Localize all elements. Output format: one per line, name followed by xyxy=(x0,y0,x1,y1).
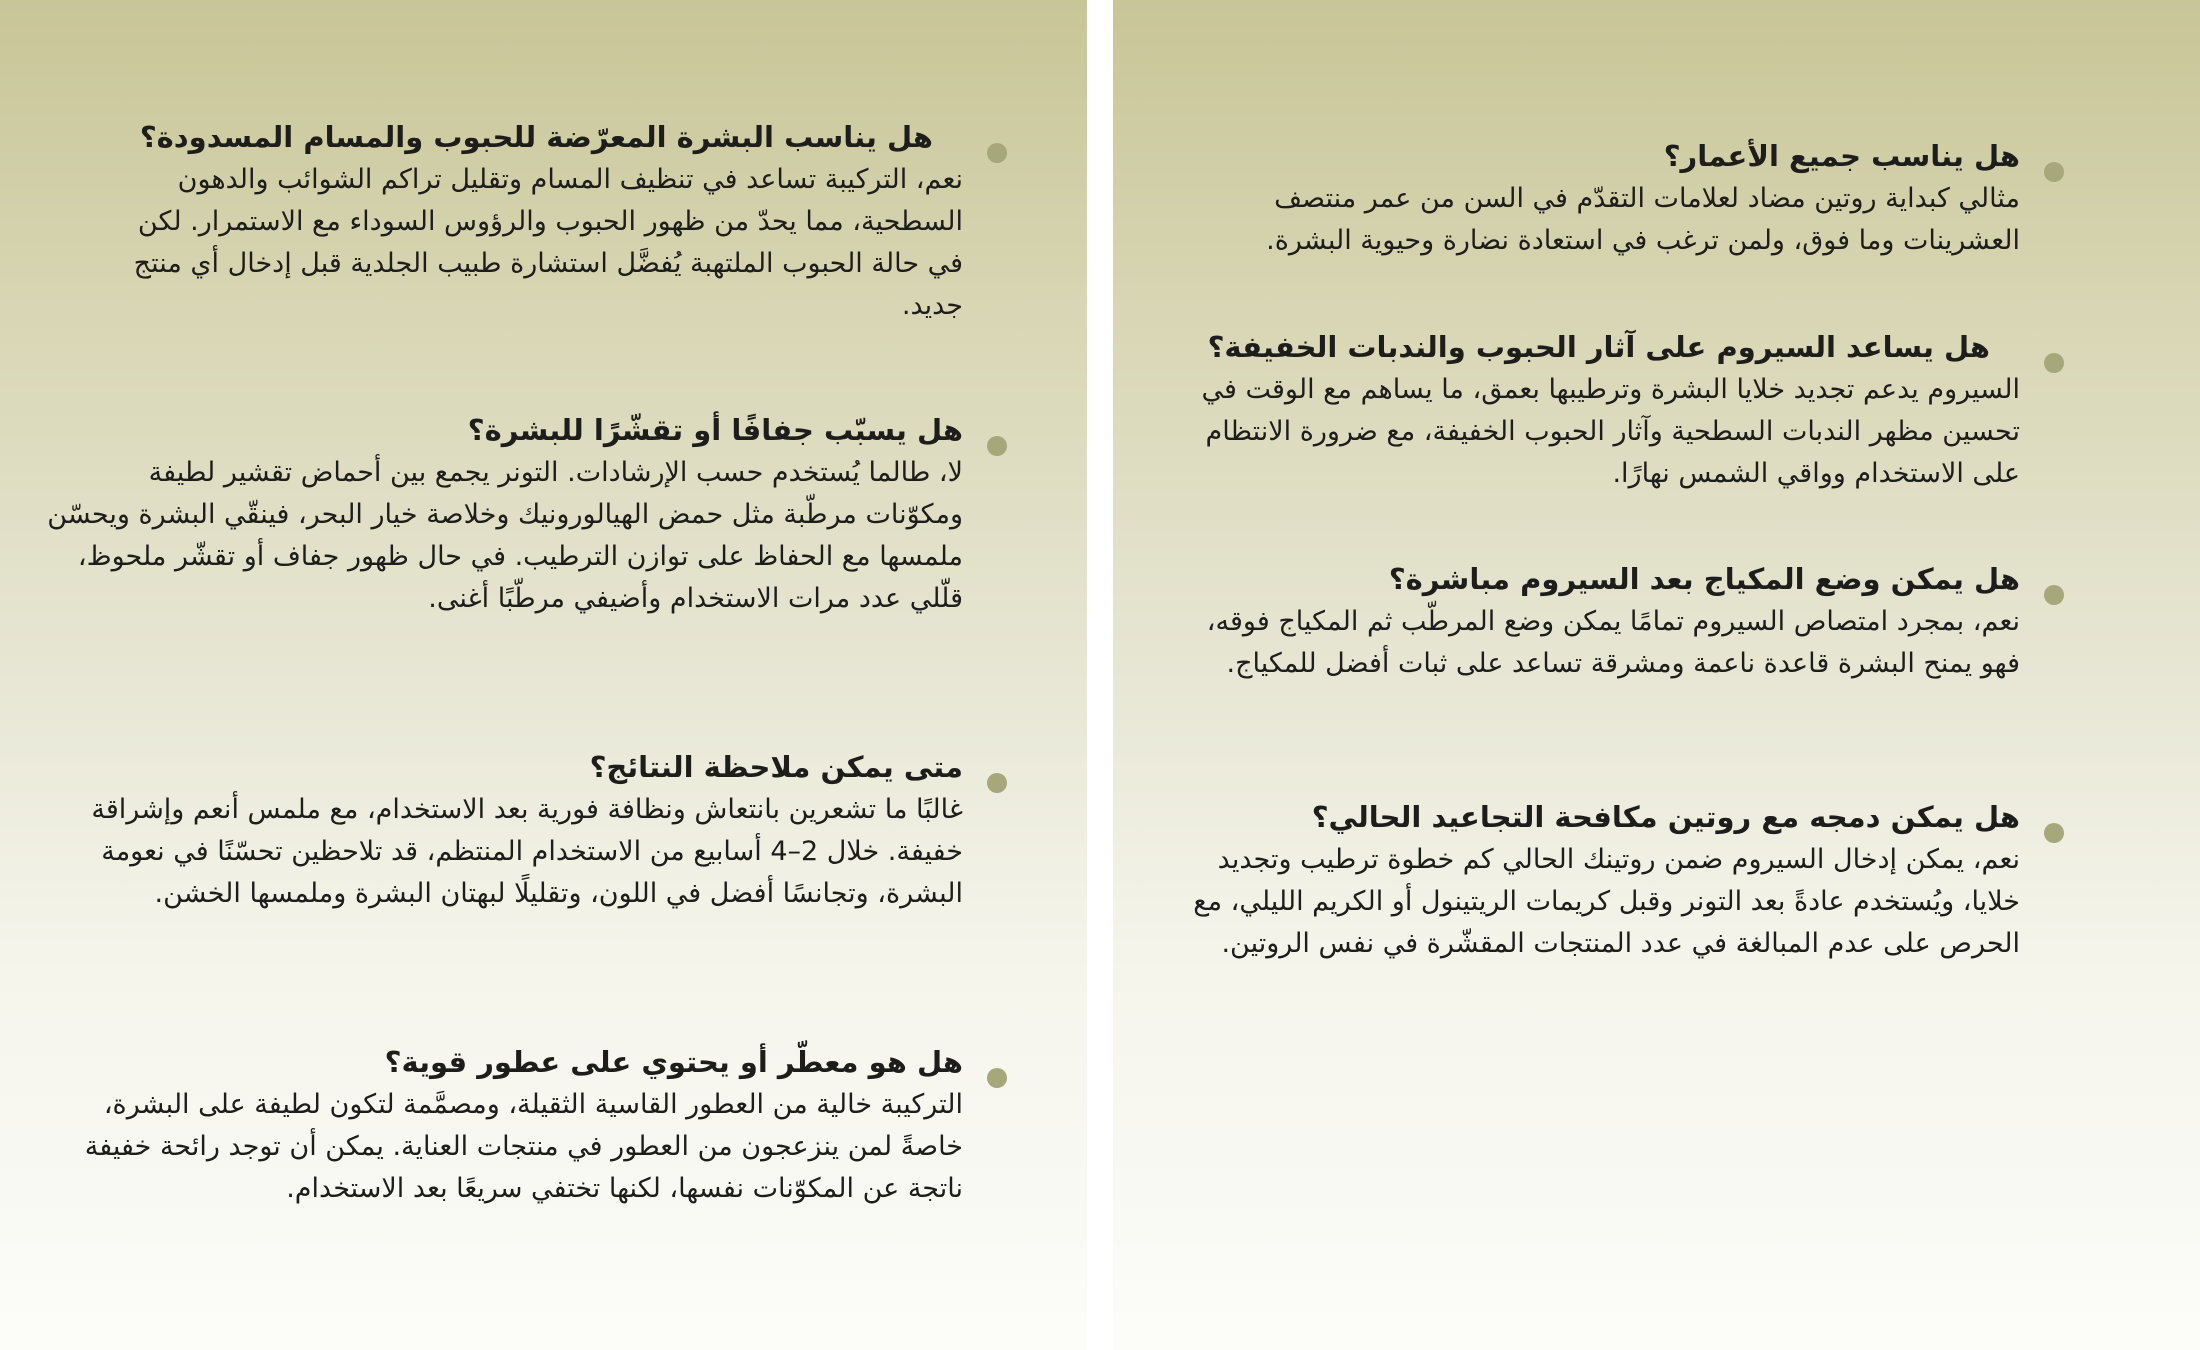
faq-question: متى يمكن ملاحظة النتائج؟ xyxy=(589,750,963,784)
faq-question: هل يناسب البشرة المعرّضة للحبوب والمسام المسدودة؟ xyxy=(139,120,933,154)
faq-item xyxy=(48,1040,963,1210)
bullet-icon xyxy=(2044,585,2064,605)
faq-item xyxy=(1170,134,2020,262)
bullet-icon xyxy=(987,773,1007,793)
faq-question: هل يسبّب جفافًا أو تقشّرًا للبشرة؟ xyxy=(467,413,963,447)
faq-answer: التركيبة خالية من العطور القاسية الثقيلة، ومصمَّمة لتكون لطيفة على البشرة، خاصةً لمن ينزعجون من العطور في منتجات العناية. يمكن أن توجد رائحة خفيفة ناتجة عن المكوّنات نفسها، لكنها تختفي سريعًا بعد الاستخدام. xyxy=(84,1089,963,1204)
faq-answer: نعم، بمجرد امتصاص السيروم تمامًا يمكن وضع المرطّب ثم المكياج فوقه، فهو يمنح البشرة قاعدة ناعمة ومشرقة تساعد على ثبات أفضل للمكياج. xyxy=(1206,606,2020,679)
bullet-icon xyxy=(987,1068,1007,1088)
bullet-icon xyxy=(2044,353,2064,373)
faq-item xyxy=(1170,795,2020,965)
faq-answer: السيروم يدعم تجديد خلايا البشرة وترطيبها بعمق، ما يساهم مع الوقت في تحسين مظهر الندبات السطحية وآثار الحبوب الخفيفة، مع ضرورة الانتظام على الاستخدام وواقي الشمس نهارًا. xyxy=(1201,374,2020,489)
faq-question: هل يساعد السيروم على آثار الحبوب والندبات الخفيفة؟ xyxy=(1207,330,1990,364)
faq-answer: مثالي كبداية روتين مضاد لعلامات التقدّم في السن من عمر منتصف العشرينات وما فوق، ولمن ترغب في استعادة نضارة وحيوية البشرة. xyxy=(1266,183,2020,256)
faq-item xyxy=(63,745,963,915)
faq-question: هل هو معطّر أو يحتوي على عطور قوية؟ xyxy=(384,1045,963,1079)
faq-question: هل يناسب جميع الأعمار؟ xyxy=(1663,139,2020,173)
right-panel xyxy=(1113,0,2200,1350)
faq-answer: لا، طالما يُستخدم حسب الإرشادات. التونر يجمع بين أحماض تقشير لطيفة ومكوّنات مرطّبة مثل حمض الهيالورونيك وخلاصة خيار البحر، فينقّي البشرة ويحسّن ملمسها مع الحفاظ على توازن الترطيب. في حال ظهور جفاف أو تقشّر ملحوظ، قلّلي عدد مرات الاستخدام وأضيفي مرطّبًا أغنى. xyxy=(47,457,963,614)
bullet-icon xyxy=(987,143,1007,163)
faq-item xyxy=(1175,557,2020,685)
faq-question: هل يمكن وضع المكياج بعد السيروم مباشرة؟ xyxy=(1388,562,2020,596)
faq-answer: غالبًا ما تشعرين بانتعاش ونظافة فورية بعد الاستخدام، مع ملمس أنعم وإشراقة خفيفة. خلال 2–4 أسابيع من الاستخدام المنتظم، قد تلاحظين تحسّنًا في نعومة البشرة، وتجانسًا أفضل في اللون، وتقليلًا لبهتان البشرة وملمسها الخشن. xyxy=(91,794,963,909)
faq-answer: نعم، يمكن إدخال السيروم ضمن روتينك الحالي كم خطوة ترطيب وتجديد خلايا، ويُستخدم عادةً بعد التونر وقبل كريمات الريتينول أو الكريم الليلي، مع الحرص على عدم المبالغة في عدد المنتجات المقشّرة في نفس الروتين. xyxy=(1193,844,2020,959)
faq-item xyxy=(43,408,963,620)
bullet-icon xyxy=(2044,162,2064,182)
faq-question: هل يمكن دمجه مع روتين مكافحة التجاعيد الحالي؟ xyxy=(1311,800,2020,834)
bullet-icon xyxy=(2044,823,2064,843)
left-panel xyxy=(0,0,1087,1350)
faq-item xyxy=(1170,325,2020,495)
faq-answer: نعم، التركيبة تساعد في تنظيف المسام وتقليل تراكم الشوائب والدهون السطحية، مما يحدّ من ظهور الحبوب والرؤوس السوداء مع الاستمرار. لكن في حالة الحبوب الملتهبة يُفضَّل استشارة طبيب الجلدية قبل إدخال أي منتج جديد. xyxy=(133,164,963,321)
faq-item xyxy=(113,115,963,327)
bullet-icon xyxy=(987,436,1007,456)
